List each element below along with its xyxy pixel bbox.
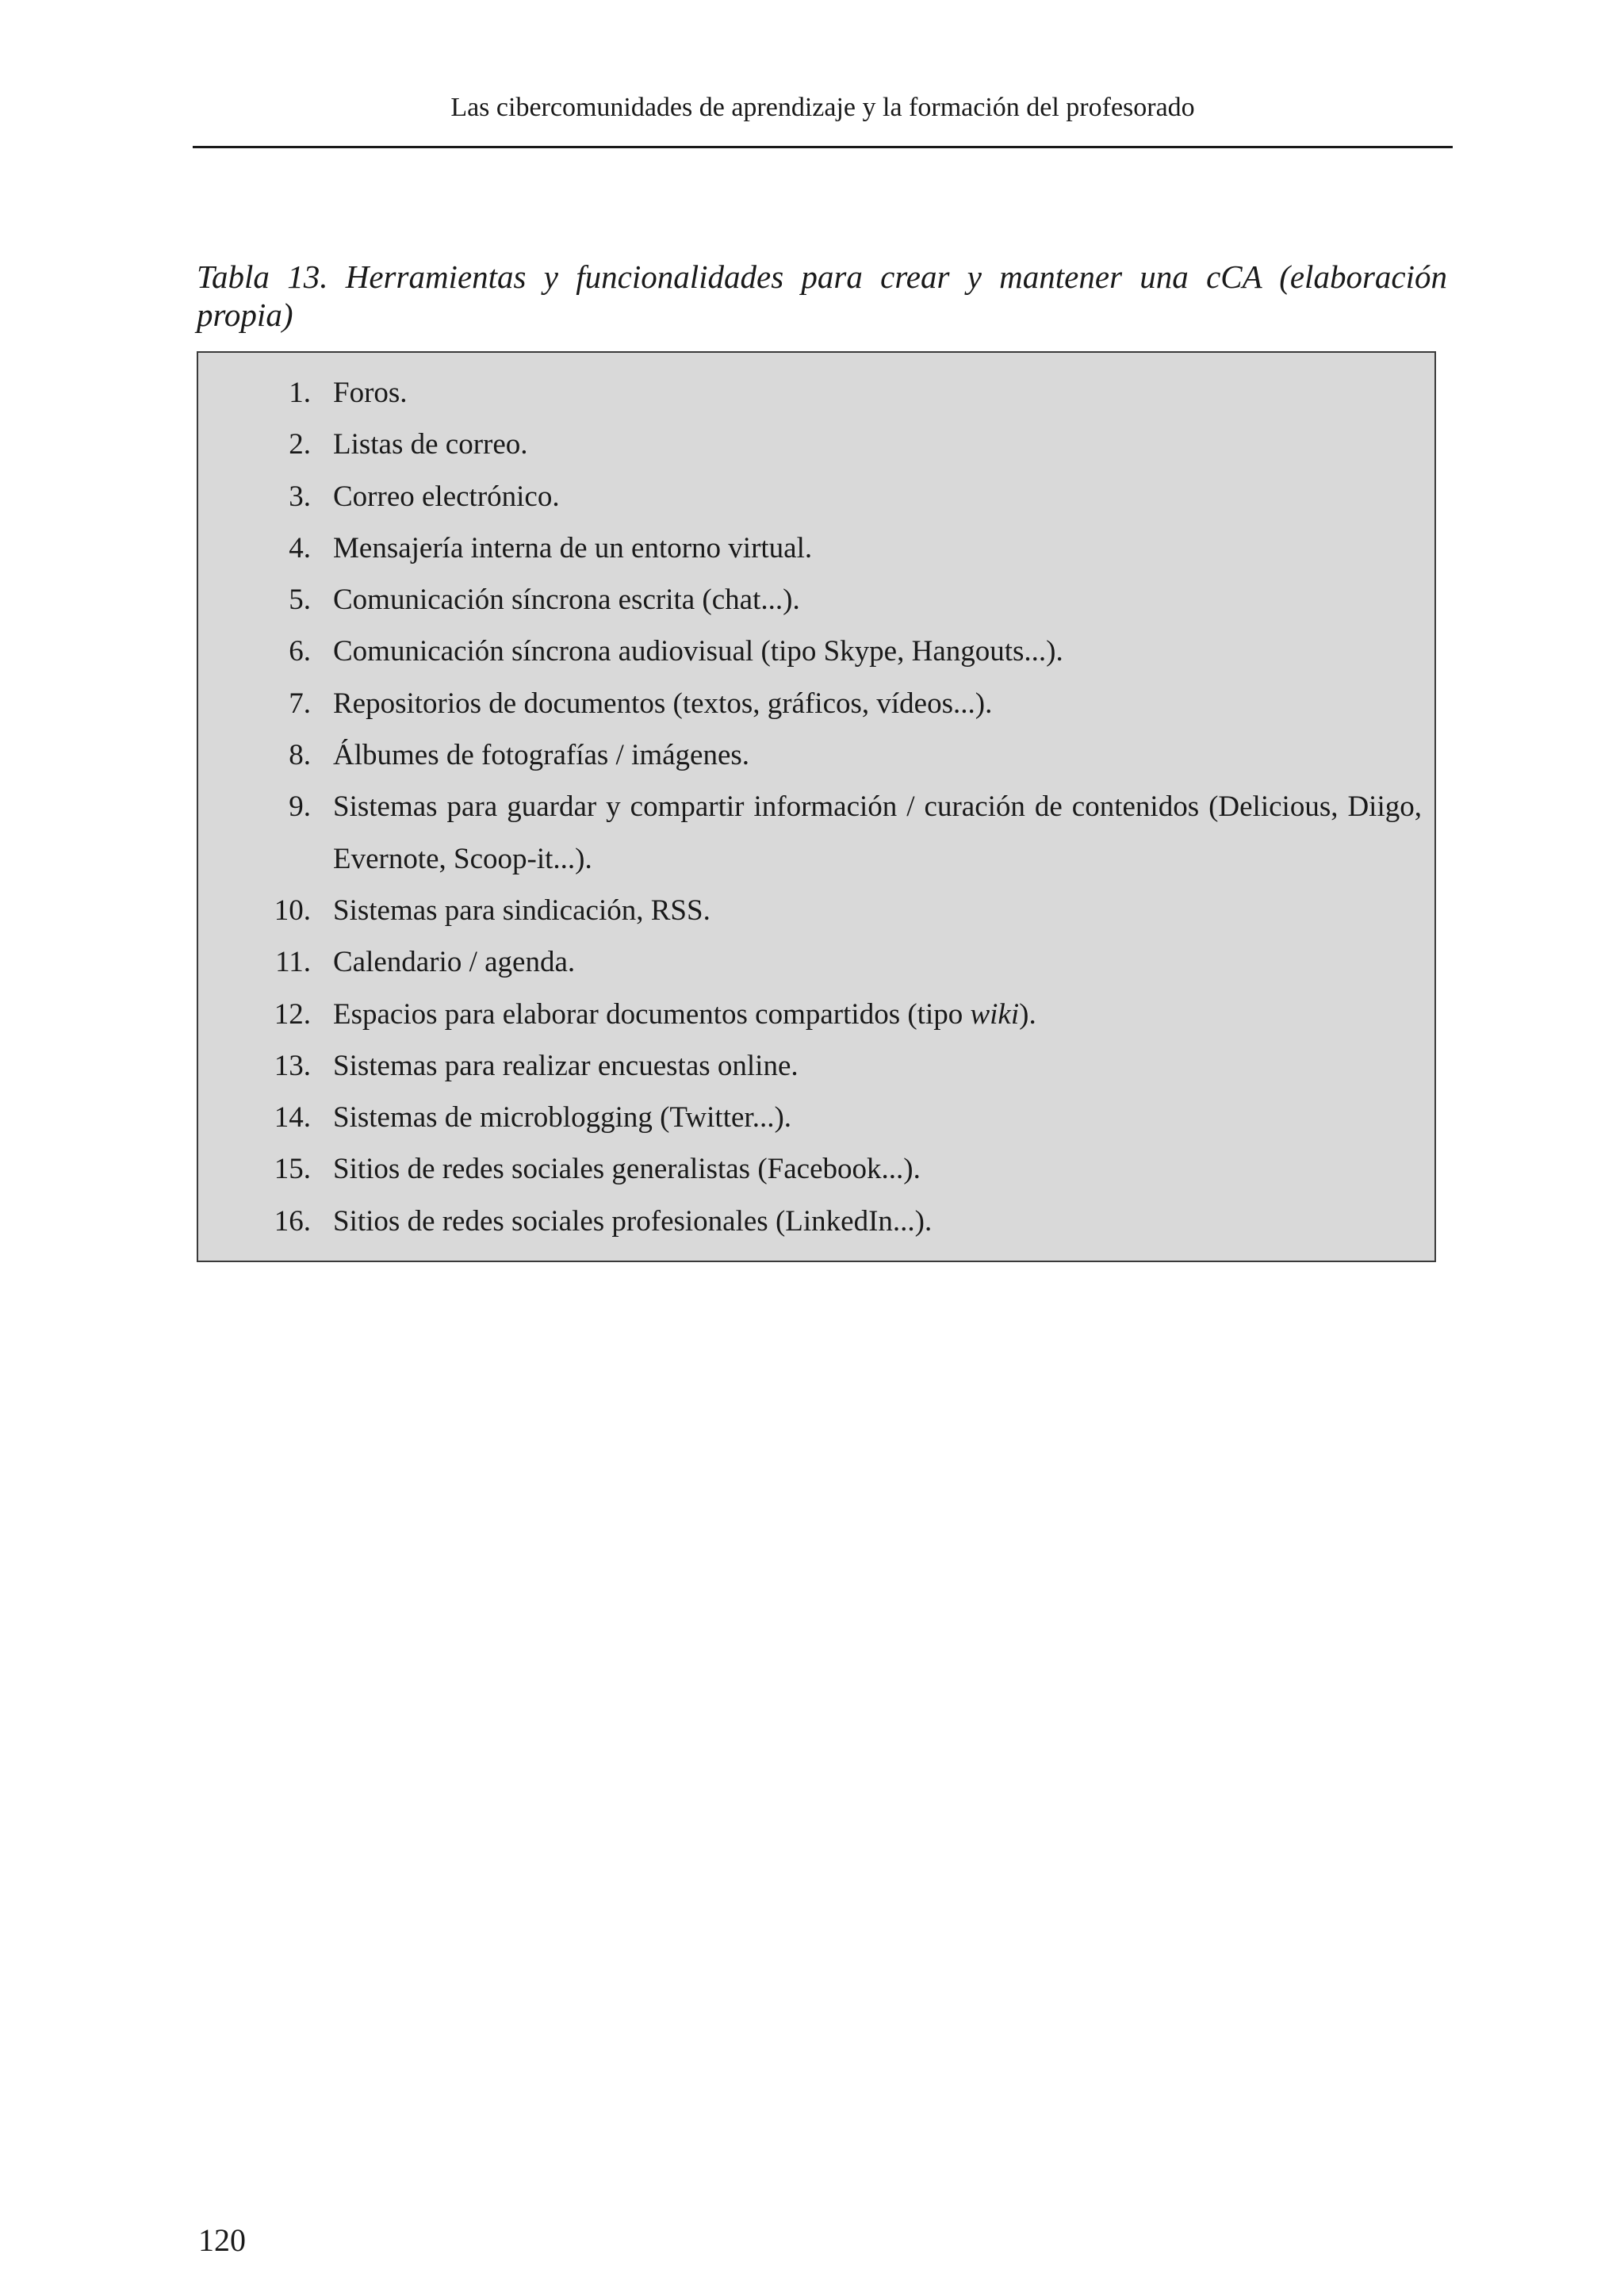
list-item bbox=[198, 936, 1434, 988]
list-item bbox=[198, 678, 1434, 729]
list-item bbox=[198, 574, 1434, 626]
tools-list-box bbox=[197, 351, 1436, 1262]
list-item-number: 3. bbox=[289, 480, 311, 513]
list-item-number: 7. bbox=[289, 687, 311, 720]
table-caption bbox=[197, 258, 1447, 334]
list-item-number: 2. bbox=[289, 428, 311, 461]
table-caption-line-1: Tabla 13. Herramientas y funcionalidades para crear y mantener una cCA (elaboración bbox=[197, 258, 1447, 295]
list-item-text-emphasis: wiki bbox=[970, 997, 1020, 1031]
list-item-text: Repositorios de documentos (textos, gráficos, vídeos...). bbox=[333, 687, 993, 720]
table-caption-line-2: propia) bbox=[197, 297, 293, 333]
list-item bbox=[198, 626, 1434, 677]
list-item bbox=[198, 989, 1434, 1040]
list-item-text: Listas de correo. bbox=[333, 428, 528, 461]
list-item bbox=[198, 729, 1434, 781]
list-item bbox=[198, 522, 1434, 574]
list-item-number: 12. bbox=[274, 997, 311, 1031]
list-item-number: 14. bbox=[274, 1101, 311, 1135]
list-item-number: 16. bbox=[274, 1204, 311, 1238]
list-item-text: Sistemas para guardar y compartir información / curación de contenidos (Delicious, Diigo, Evernote, Scoop-it...). bbox=[333, 790, 1422, 875]
list-item bbox=[198, 367, 1434, 419]
list-item-text: Sitios de redes sociales generalistas (Facebook...). bbox=[333, 1153, 921, 1186]
list-item bbox=[198, 1143, 1434, 1195]
list-item bbox=[198, 1196, 1434, 1247]
list-item-text bbox=[333, 989, 1422, 1040]
list-item-number: 4. bbox=[289, 531, 311, 564]
list-item-text: Calendario / agenda. bbox=[333, 946, 576, 979]
list-item-text: Mensajería interna de un entorno virtual. bbox=[333, 531, 813, 564]
list-item-number: 13. bbox=[274, 1049, 311, 1082]
list-item-number: 10. bbox=[274, 894, 311, 927]
list-item bbox=[198, 419, 1434, 470]
list-item-text: Correo electrónico. bbox=[333, 480, 560, 513]
list-item-number: 6. bbox=[289, 635, 311, 668]
list-item-text-part: Espacios para elaborar documentos compartidos (tipo bbox=[333, 997, 971, 1031]
list-item bbox=[198, 781, 1434, 885]
list-item-text: Sistemas de microblogging (Twitter...). bbox=[333, 1101, 792, 1135]
running-header: Las cibercomunidades de aprendizaje y la formación del profesorado bbox=[450, 93, 1195, 122]
list-item bbox=[198, 471, 1434, 522]
list-item bbox=[198, 1092, 1434, 1143]
list-item-number: 8. bbox=[289, 739, 311, 772]
list-item-text: Comunicación síncrona audiovisual (tipo Skype, Hangouts...). bbox=[333, 635, 1063, 668]
list-item-text: Comunicación síncrona escrita (chat...). bbox=[333, 584, 800, 617]
list-item-number: 15. bbox=[274, 1153, 311, 1186]
list-item-text: Álbumes de fotografías / imágenes. bbox=[333, 739, 750, 772]
list-item-text: Sistemas para sindicación, RSS. bbox=[333, 894, 710, 927]
page-number: 120 bbox=[198, 2222, 246, 2258]
list-item-number: 11. bbox=[275, 946, 311, 979]
list-item-text: Sistemas para realizar encuestas online. bbox=[333, 1049, 799, 1082]
header-rule bbox=[193, 146, 1453, 148]
tools-list bbox=[198, 367, 1434, 1247]
list-item-text: Sitios de redes sociales profesionales (LinkedIn...). bbox=[333, 1204, 933, 1238]
list-item-text: Foros. bbox=[333, 377, 408, 409]
list-item-text-part: ). bbox=[1019, 997, 1036, 1031]
list-item bbox=[198, 885, 1434, 936]
list-item-number: 9. bbox=[289, 790, 311, 824]
list-item-number: 1. bbox=[289, 377, 311, 409]
list-item-number: 5. bbox=[289, 584, 311, 617]
list-item bbox=[198, 1040, 1434, 1092]
